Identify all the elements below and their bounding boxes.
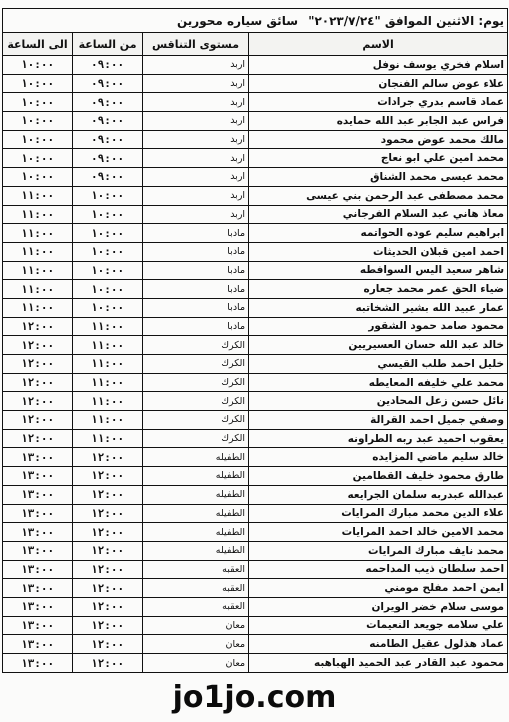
table-row bbox=[3, 298, 508, 317]
table-row bbox=[3, 93, 508, 112]
row-level-cell: الكرك bbox=[143, 411, 249, 430]
row-name-cell: خالد سليم ماضي المزايده bbox=[249, 448, 508, 467]
row-level-cell: مادبا bbox=[143, 224, 249, 243]
row-name-cell: عماد هذلول عقيل الطامنه bbox=[249, 635, 508, 654]
table-row bbox=[3, 317, 508, 336]
row-name-cell: مالك محمد عوض محمود bbox=[249, 130, 508, 149]
row-level-cell: معان bbox=[143, 654, 249, 673]
row-name-cell: محمود صامد حمود الشقور bbox=[249, 317, 508, 336]
job-title: سائق سياره محورين bbox=[177, 13, 298, 28]
row-from-time-cell: ٠٩:٠٠ bbox=[73, 168, 143, 187]
row-name-cell: محمد نايف مبارك المرايات bbox=[249, 541, 508, 560]
row-to-time-cell: ١٠:٠٠ bbox=[3, 130, 73, 149]
row-name-cell: محمد الامين خالد احمد المرايات bbox=[249, 523, 508, 542]
row-name-cell: علاء الدين محمد مبارك المرايات bbox=[249, 504, 508, 523]
row-from-time-cell: ١٠:٠٠ bbox=[73, 242, 143, 261]
row-from-time-cell: ١٢:٠٠ bbox=[73, 635, 143, 654]
row-to-time-cell: ١٢:٠٠ bbox=[3, 317, 73, 336]
row-name-cell: علاء عوض سالم الفنجان bbox=[249, 74, 508, 93]
document-title-row bbox=[3, 9, 508, 33]
row-level-cell: مادبا bbox=[143, 242, 249, 261]
row-name-cell: عماد قاسم بدري جرادات bbox=[249, 93, 508, 112]
column-header-row bbox=[3, 33, 508, 56]
schedule-table-wrapper bbox=[2, 8, 507, 673]
row-to-time-cell: ١٠:٠٠ bbox=[3, 112, 73, 131]
row-from-time-cell: ١٠:٠٠ bbox=[73, 186, 143, 205]
row-from-time-cell: ١٢:٠٠ bbox=[73, 560, 143, 579]
row-to-time-cell: ١١:٠٠ bbox=[3, 242, 73, 261]
row-name-cell: ابراهيم سليم عوده الحواتمه bbox=[249, 224, 508, 243]
table-row bbox=[3, 541, 508, 560]
row-from-time-cell: ١١:٠٠ bbox=[73, 373, 143, 392]
row-to-time-cell: ١٢:٠٠ bbox=[3, 355, 73, 374]
column-header-from: من الساعة bbox=[73, 33, 143, 56]
table-row bbox=[3, 149, 508, 168]
row-from-time-cell: ٠٩:٠٠ bbox=[73, 74, 143, 93]
row-level-cell: اربد bbox=[143, 205, 249, 224]
row-level-cell: اربد bbox=[143, 74, 249, 93]
table-row bbox=[3, 224, 508, 243]
row-to-time-cell: ١١:٠٠ bbox=[3, 186, 73, 205]
row-name-cell: فراس عبد الجابر عبد الله حمايده bbox=[249, 112, 508, 131]
table-row bbox=[3, 242, 508, 261]
row-name-cell: خليل احمد طلب القيسي bbox=[249, 355, 508, 374]
table-row bbox=[3, 392, 508, 411]
row-to-time-cell: ١٣:٠٠ bbox=[3, 560, 73, 579]
row-level-cell: مادبا bbox=[143, 280, 249, 299]
column-header-level: مستوى التناقس bbox=[143, 33, 249, 56]
row-to-time-cell: ١٣:٠٠ bbox=[3, 467, 73, 486]
table-row bbox=[3, 186, 508, 205]
row-from-time-cell: ١١:٠٠ bbox=[73, 429, 143, 448]
row-from-time-cell: ١٠:٠٠ bbox=[73, 224, 143, 243]
row-from-time-cell: ١٢:٠٠ bbox=[73, 504, 143, 523]
row-level-cell: الكرك bbox=[143, 336, 249, 355]
row-from-time-cell: ١٢:٠٠ bbox=[73, 597, 143, 616]
row-name-cell: عبدالله عبدربه سلمان الجرايعه bbox=[249, 485, 508, 504]
table-row bbox=[3, 168, 508, 187]
table-row bbox=[3, 635, 508, 654]
row-from-time-cell: ١٢:٠٠ bbox=[73, 448, 143, 467]
row-to-time-cell: ١٢:٠٠ bbox=[3, 429, 73, 448]
row-to-time-cell: ١٠:٠٠ bbox=[3, 74, 73, 93]
row-level-cell: العقبه bbox=[143, 560, 249, 579]
row-from-time-cell: ١٠:٠٠ bbox=[73, 261, 143, 280]
row-name-cell: طارق محمود خليف القطامين bbox=[249, 467, 508, 486]
table-row bbox=[3, 355, 508, 374]
table-row bbox=[3, 448, 508, 467]
row-name-cell: ضياء الحق عمر محمد جعاره bbox=[249, 280, 508, 299]
table-row bbox=[3, 112, 508, 131]
row-name-cell: احمد امين قبلان الحديثات bbox=[249, 242, 508, 261]
row-from-time-cell: ١٢:٠٠ bbox=[73, 467, 143, 486]
row-from-time-cell: ١٠:٠٠ bbox=[73, 205, 143, 224]
row-from-time-cell: ١١:٠٠ bbox=[73, 411, 143, 430]
table-row bbox=[3, 597, 508, 616]
row-level-cell: الكرك bbox=[143, 429, 249, 448]
row-name-cell: محمد مصطفى عبد الرحمن بني عيسى bbox=[249, 186, 508, 205]
row-from-time-cell: ٠٩:٠٠ bbox=[73, 149, 143, 168]
table-row bbox=[3, 467, 508, 486]
table-row bbox=[3, 616, 508, 635]
row-to-time-cell: ١١:٠٠ bbox=[3, 205, 73, 224]
table-row bbox=[3, 205, 508, 224]
row-from-time-cell: ١٢:٠٠ bbox=[73, 654, 143, 673]
row-name-cell: عمار عبيد الله بشير الشخاتبه bbox=[249, 298, 508, 317]
table-row bbox=[3, 56, 508, 75]
row-level-cell: مادبا bbox=[143, 317, 249, 336]
table-row bbox=[3, 280, 508, 299]
table-row bbox=[3, 74, 508, 93]
row-level-cell: العقبه bbox=[143, 597, 249, 616]
row-level-cell: الكرك bbox=[143, 373, 249, 392]
table-row bbox=[3, 373, 508, 392]
row-name-cell: محمود عبد القادر عبد الحميد الهباهبه bbox=[249, 654, 508, 673]
table-row bbox=[3, 336, 508, 355]
row-level-cell: معان bbox=[143, 635, 249, 654]
row-to-time-cell: ١٣:٠٠ bbox=[3, 654, 73, 673]
row-level-cell: الطفيله bbox=[143, 448, 249, 467]
table-row bbox=[3, 411, 508, 430]
row-level-cell: اربد bbox=[143, 186, 249, 205]
row-level-cell: اربد bbox=[143, 149, 249, 168]
table-row bbox=[3, 261, 508, 280]
row-name-cell: محمد امين علي ابو نعاج bbox=[249, 149, 508, 168]
row-name-cell: نائل حسن زعل المحادين bbox=[249, 392, 508, 411]
row-level-cell: اربد bbox=[143, 130, 249, 149]
row-from-time-cell: ١٢:٠٠ bbox=[73, 541, 143, 560]
row-to-time-cell: ١١:٠٠ bbox=[3, 224, 73, 243]
row-to-time-cell: ١٣:٠٠ bbox=[3, 485, 73, 504]
table-body bbox=[3, 56, 508, 673]
row-level-cell: الطفيله bbox=[143, 541, 249, 560]
row-level-cell: اربد bbox=[143, 168, 249, 187]
row-to-time-cell: ١١:٠٠ bbox=[3, 280, 73, 299]
row-to-time-cell: ١٠:٠٠ bbox=[3, 168, 73, 187]
row-from-time-cell: ١١:٠٠ bbox=[73, 317, 143, 336]
row-to-time-cell: ١٣:٠٠ bbox=[3, 541, 73, 560]
row-level-cell: الطفيله bbox=[143, 504, 249, 523]
row-name-cell: محمد علي خليفه المعايطه bbox=[249, 373, 508, 392]
row-from-time-cell: ١١:٠٠ bbox=[73, 355, 143, 374]
row-from-time-cell: ٠٩:٠٠ bbox=[73, 56, 143, 75]
row-to-time-cell: ١٢:٠٠ bbox=[3, 411, 73, 430]
row-from-time-cell: ١١:٠٠ bbox=[73, 336, 143, 355]
site-watermark: jo1jo.com bbox=[172, 680, 337, 715]
row-name-cell: ايمن احمد مفلح مومني bbox=[249, 579, 508, 598]
row-from-time-cell: ٠٩:٠٠ bbox=[73, 112, 143, 131]
row-to-time-cell: ١٢:٠٠ bbox=[3, 373, 73, 392]
row-level-cell: مادبا bbox=[143, 298, 249, 317]
row-from-time-cell: ١١:٠٠ bbox=[73, 392, 143, 411]
row-from-time-cell: ١٠:٠٠ bbox=[73, 280, 143, 299]
table-row bbox=[3, 523, 508, 542]
row-level-cell: العقبه bbox=[143, 579, 249, 598]
row-to-time-cell: ١٠:٠٠ bbox=[3, 56, 73, 75]
row-name-cell: معاذ هاني عبد السلام الفرجاني bbox=[249, 205, 508, 224]
row-name-cell: احمد سلطان ذيب المداحمه bbox=[249, 560, 508, 579]
table-row bbox=[3, 654, 508, 673]
row-name-cell: محمد عيسى محمد الشناق bbox=[249, 168, 508, 187]
row-to-time-cell: ١٢:٠٠ bbox=[3, 392, 73, 411]
row-name-cell: اسلام فخري يوسف نوفل bbox=[249, 56, 508, 75]
row-to-time-cell: ١٢:٠٠ bbox=[3, 336, 73, 355]
row-to-time-cell: ١٣:٠٠ bbox=[3, 616, 73, 635]
table-row bbox=[3, 560, 508, 579]
row-level-cell: مادبا bbox=[143, 261, 249, 280]
row-level-cell: معان bbox=[143, 616, 249, 635]
row-to-time-cell: ١١:٠٠ bbox=[3, 261, 73, 280]
row-from-time-cell: ١٠:٠٠ bbox=[73, 298, 143, 317]
row-to-time-cell: ١٣:٠٠ bbox=[3, 579, 73, 598]
row-name-cell: علي سلامه جويعد النعيمات bbox=[249, 616, 508, 635]
table-row bbox=[3, 429, 508, 448]
row-level-cell: الطفيله bbox=[143, 485, 249, 504]
row-level-cell: الكرك bbox=[143, 355, 249, 374]
row-to-time-cell: ١٣:٠٠ bbox=[3, 597, 73, 616]
row-name-cell: خالد عبد الله حسان العسيريين bbox=[249, 336, 508, 355]
table-row bbox=[3, 579, 508, 598]
row-name-cell: يعقوب احميد عبد ربه الطراونه bbox=[249, 429, 508, 448]
row-from-time-cell: ١٢:٠٠ bbox=[73, 485, 143, 504]
row-name-cell: موسى سلام خضر الويران bbox=[249, 597, 508, 616]
schedule-table bbox=[2, 8, 508, 673]
row-name-cell: وصفي جميل احمد القرالة bbox=[249, 411, 508, 430]
table-row bbox=[3, 504, 508, 523]
row-from-time-cell: ١٢:٠٠ bbox=[73, 579, 143, 598]
row-level-cell: الطفيله bbox=[143, 523, 249, 542]
row-level-cell: اربد bbox=[143, 56, 249, 75]
column-header-name: الاسم bbox=[249, 33, 508, 56]
row-from-time-cell: ٠٩:٠٠ bbox=[73, 130, 143, 149]
row-from-time-cell: ١٢:٠٠ bbox=[73, 616, 143, 635]
row-to-time-cell: ١٣:٠٠ bbox=[3, 635, 73, 654]
row-to-time-cell: ١٣:٠٠ bbox=[3, 448, 73, 467]
table-row bbox=[3, 485, 508, 504]
row-to-time-cell: ١٣:٠٠ bbox=[3, 504, 73, 523]
row-to-time-cell: ١٣:٠٠ bbox=[3, 523, 73, 542]
day-date-label: يوم: الاثنين الموافق "٢٠٢٣/٧/٢٤" bbox=[308, 13, 505, 28]
table-row bbox=[3, 130, 508, 149]
row-level-cell: الطفيله bbox=[143, 467, 249, 486]
row-from-time-cell: ١٢:٠٠ bbox=[73, 523, 143, 542]
row-level-cell: اربد bbox=[143, 112, 249, 131]
row-name-cell: شاهر سعيد اليس السوافطه bbox=[249, 261, 508, 280]
row-from-time-cell: ٠٩:٠٠ bbox=[73, 93, 143, 112]
row-level-cell: الكرك bbox=[143, 392, 249, 411]
row-level-cell: اربد bbox=[143, 93, 249, 112]
row-to-time-cell: ١١:٠٠ bbox=[3, 298, 73, 317]
row-to-time-cell: ١٠:٠٠ bbox=[3, 149, 73, 168]
row-to-time-cell: ١٠:٠٠ bbox=[3, 93, 73, 112]
column-header-to: الى الساعة bbox=[3, 33, 73, 56]
